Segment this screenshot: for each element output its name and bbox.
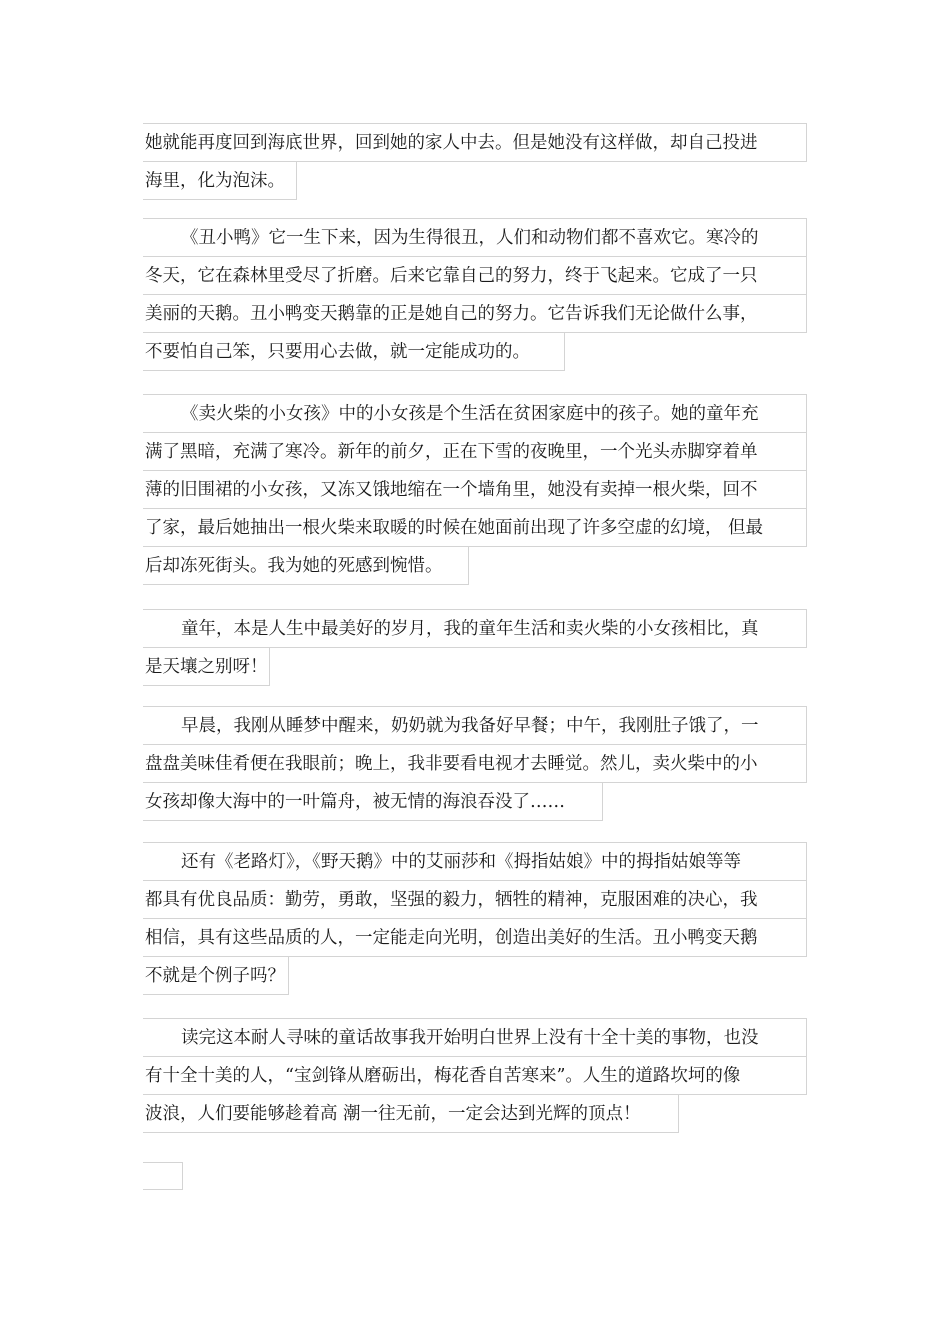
text-line: 童年，本是人生中最美好的岁月，我的童年生活和卖火柴的小女孩相比，真 [143, 609, 807, 648]
text-line: 相信，具有这些品质的人，一定能走向光明，创造出美好的生活。丑小鸭变天鹅 [143, 918, 807, 957]
paragraph-4 [143, 610, 807, 686]
paragraph-1 [143, 124, 807, 200]
paragraph-6 [143, 843, 807, 995]
text-line: 读完这本耐人寻味的童话故事我开始明白世界上没有十全十美的事物，也没 [143, 1018, 807, 1057]
text-line: 《卖火柴的小女孩》中的小女孩是个生活在贫困家庭中的孩子。她的童年充 [143, 394, 807, 433]
paragraph-2 [143, 219, 807, 371]
text-line: 波浪，人们要能够趁着高 潮一往无前，一定会达到光辉的顶点！ [143, 1094, 679, 1133]
text-line: 《丑小鸭》它一生下来，因为生得很丑，人们和动物们都不喜欢它。寒冷的 [143, 218, 807, 257]
paragraph-7 [143, 1019, 807, 1133]
text-line: 女孩却像大海中的一叶篇舟，被无情的海浪吞没了…… [143, 782, 603, 821]
text-line: 还有《老路灯》，《野天鹅》中的艾丽莎和《拇指姑娘》中的拇指姑娘等等 [143, 842, 807, 881]
text-line: 冬天，它在森林里受尽了折磨。后来它靠自己的努力，终于飞起来。它成了一只 [143, 256, 807, 295]
text-line: 她就能再度回到海底世界，回到她的家人中去。但是她没有这样做，却自己投进 [143, 123, 807, 162]
text-line: 美丽的天鹅。丑小鸭变天鹅靠的正是她自己的努力。它告诉我们无论做什么事， [143, 294, 807, 333]
text-line: 后却冻死街头。我为她的死感到惋惜。 [143, 546, 469, 585]
text-line: 满了黑暗，充满了寒冷。新年的前夕，正在下雪的夜晚里，一个光头赤脚穿着单 [143, 432, 807, 471]
text-line: 是天壤之别呀！ [143, 647, 270, 686]
text-line: 早晨，我刚从睡梦中醒来，奶奶就为我备好早餐；中午，我刚肚子饿了，一 [143, 706, 807, 745]
text-line: 都具有优良品质：勤劳，勇敢，坚强的毅力，牺牲的精神，克服困难的决心，我 [143, 880, 807, 919]
empty-text-box [143, 1162, 183, 1190]
paragraph-5 [143, 707, 807, 821]
text-line: 不要怕自己笨，只要用心去做，就一定能成功的。 [143, 332, 565, 371]
text-line: 有十全十美的人，“宝剑锋从磨砺出，梅花香自苦寒来”。人生的道路坎坷的像 [143, 1056, 807, 1095]
text-line: 了家，最后她抽出一根火柴来取暖的时候在她面前出现了许多空虚的幻境， 但最 [143, 508, 807, 547]
paragraph-3 [143, 395, 807, 585]
text-line: 不就是个例子吗？ [143, 956, 289, 995]
text-line: 薄的旧围裙的小女孩，又冻又饿地缩在一个墙角里，她没有卖掉一根火柴，回不 [143, 470, 807, 509]
text-line: 盘盘美味佳肴便在我眼前；晚上，我非要看电视才去睡觉。然儿，卖火柴中的小 [143, 744, 807, 783]
text-line: 海里，化为泡沫。 [143, 161, 297, 200]
